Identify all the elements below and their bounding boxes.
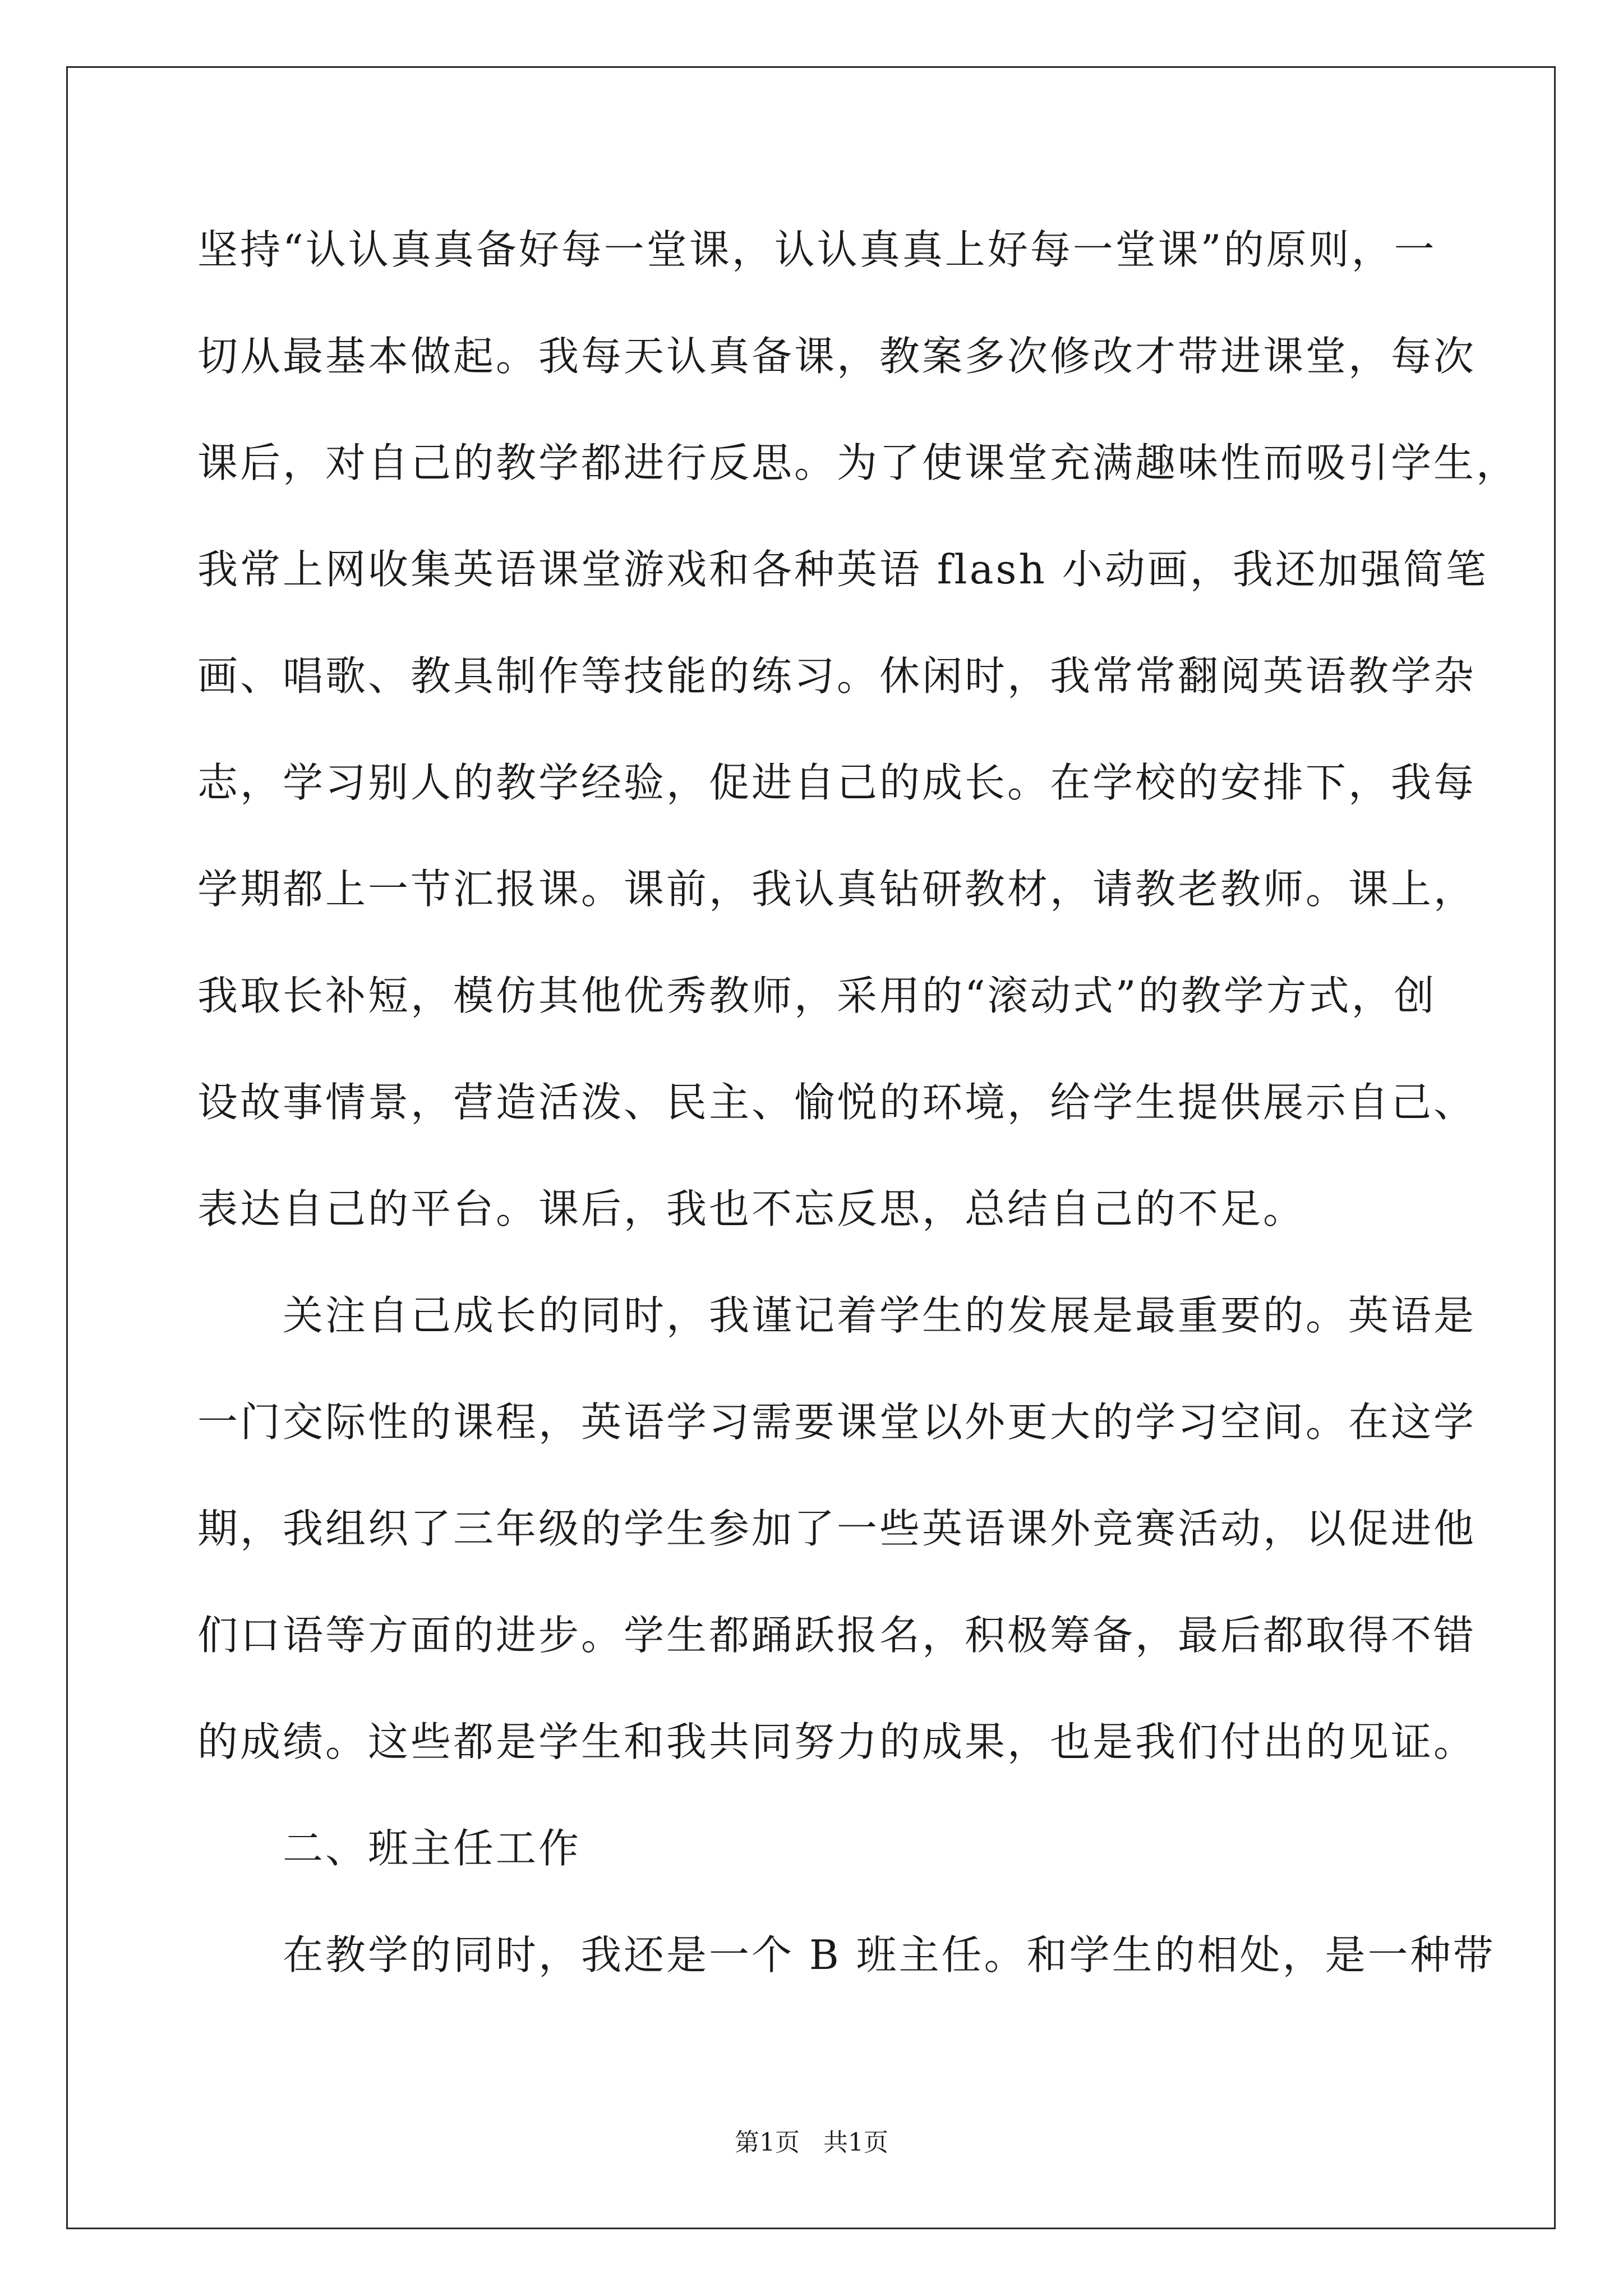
text-line: 一门交际性的课程，英语学习需要课堂以外更大的学习空间。在这学 xyxy=(197,1398,1477,1446)
text-line: 画、唱歌、教具制作等技能的练习。休闲时，我常常翻阅英语教学杂 xyxy=(197,652,1477,700)
text-line: 学期都上一节汇报课。课前，我认真钻研教材，请教老教师。课上， xyxy=(197,866,1477,913)
text-line: 表达自己的平台。课后，我也不忘反思，总结自己的不足。 xyxy=(197,1185,1306,1232)
section-heading: 二、班主任工作 xyxy=(197,1825,582,1872)
page-total: 共1页 xyxy=(823,2128,888,2157)
text-line: 们口语等方面的进步。学生都踊跃报名，积极筹备，最后都取得不错 xyxy=(197,1612,1477,1659)
page-number: 第1页 xyxy=(735,2128,800,2157)
text-line: 我常上网收集英语课堂游戏和各种英语 flash 小动画，我还加强简笔 xyxy=(197,546,1488,593)
text-line: 课后，对自己的教学都进行反思。为了使课堂充满趣味性而吸引学生， xyxy=(197,439,1519,486)
page-footer xyxy=(0,2126,1623,2160)
text-line: 在教学的同时，我还是一个 B 班主任。和学生的相处，是一种带 xyxy=(197,1931,1496,1978)
text-line: 关注自己成长的同时，我谨记着学生的发展是最重要的。英语是 xyxy=(197,1292,1477,1339)
text-line: 期，我组织了三年级的学生参加了一些英语课外竞赛活动，以促进他 xyxy=(197,1505,1477,1552)
text-line: 坚持“认认真真备好每一堂课，认认真真上好每一堂课”的原则，一 xyxy=(197,226,1437,273)
text-line: 我取长补短，模仿其他优秀教师，采用的“滚动式”的教学方式，创 xyxy=(197,972,1437,1019)
text-line: 的成绩。这些都是学生和我共同努力的成果，也是我们付出的见证。 xyxy=(197,1718,1477,1765)
text-line: 志，学习别人的教学经验，促进自己的成长。在学校的安排下，我每 xyxy=(197,759,1477,806)
text-line: 切从最基本做起。我每天认真备课，教案多次修改才带进课堂，每次 xyxy=(197,333,1477,380)
document-body xyxy=(197,196,1519,2008)
text-line: 设故事情景，营造活泼、民主、愉悦的环境，给学生提供展示自己、 xyxy=(197,1079,1477,1126)
